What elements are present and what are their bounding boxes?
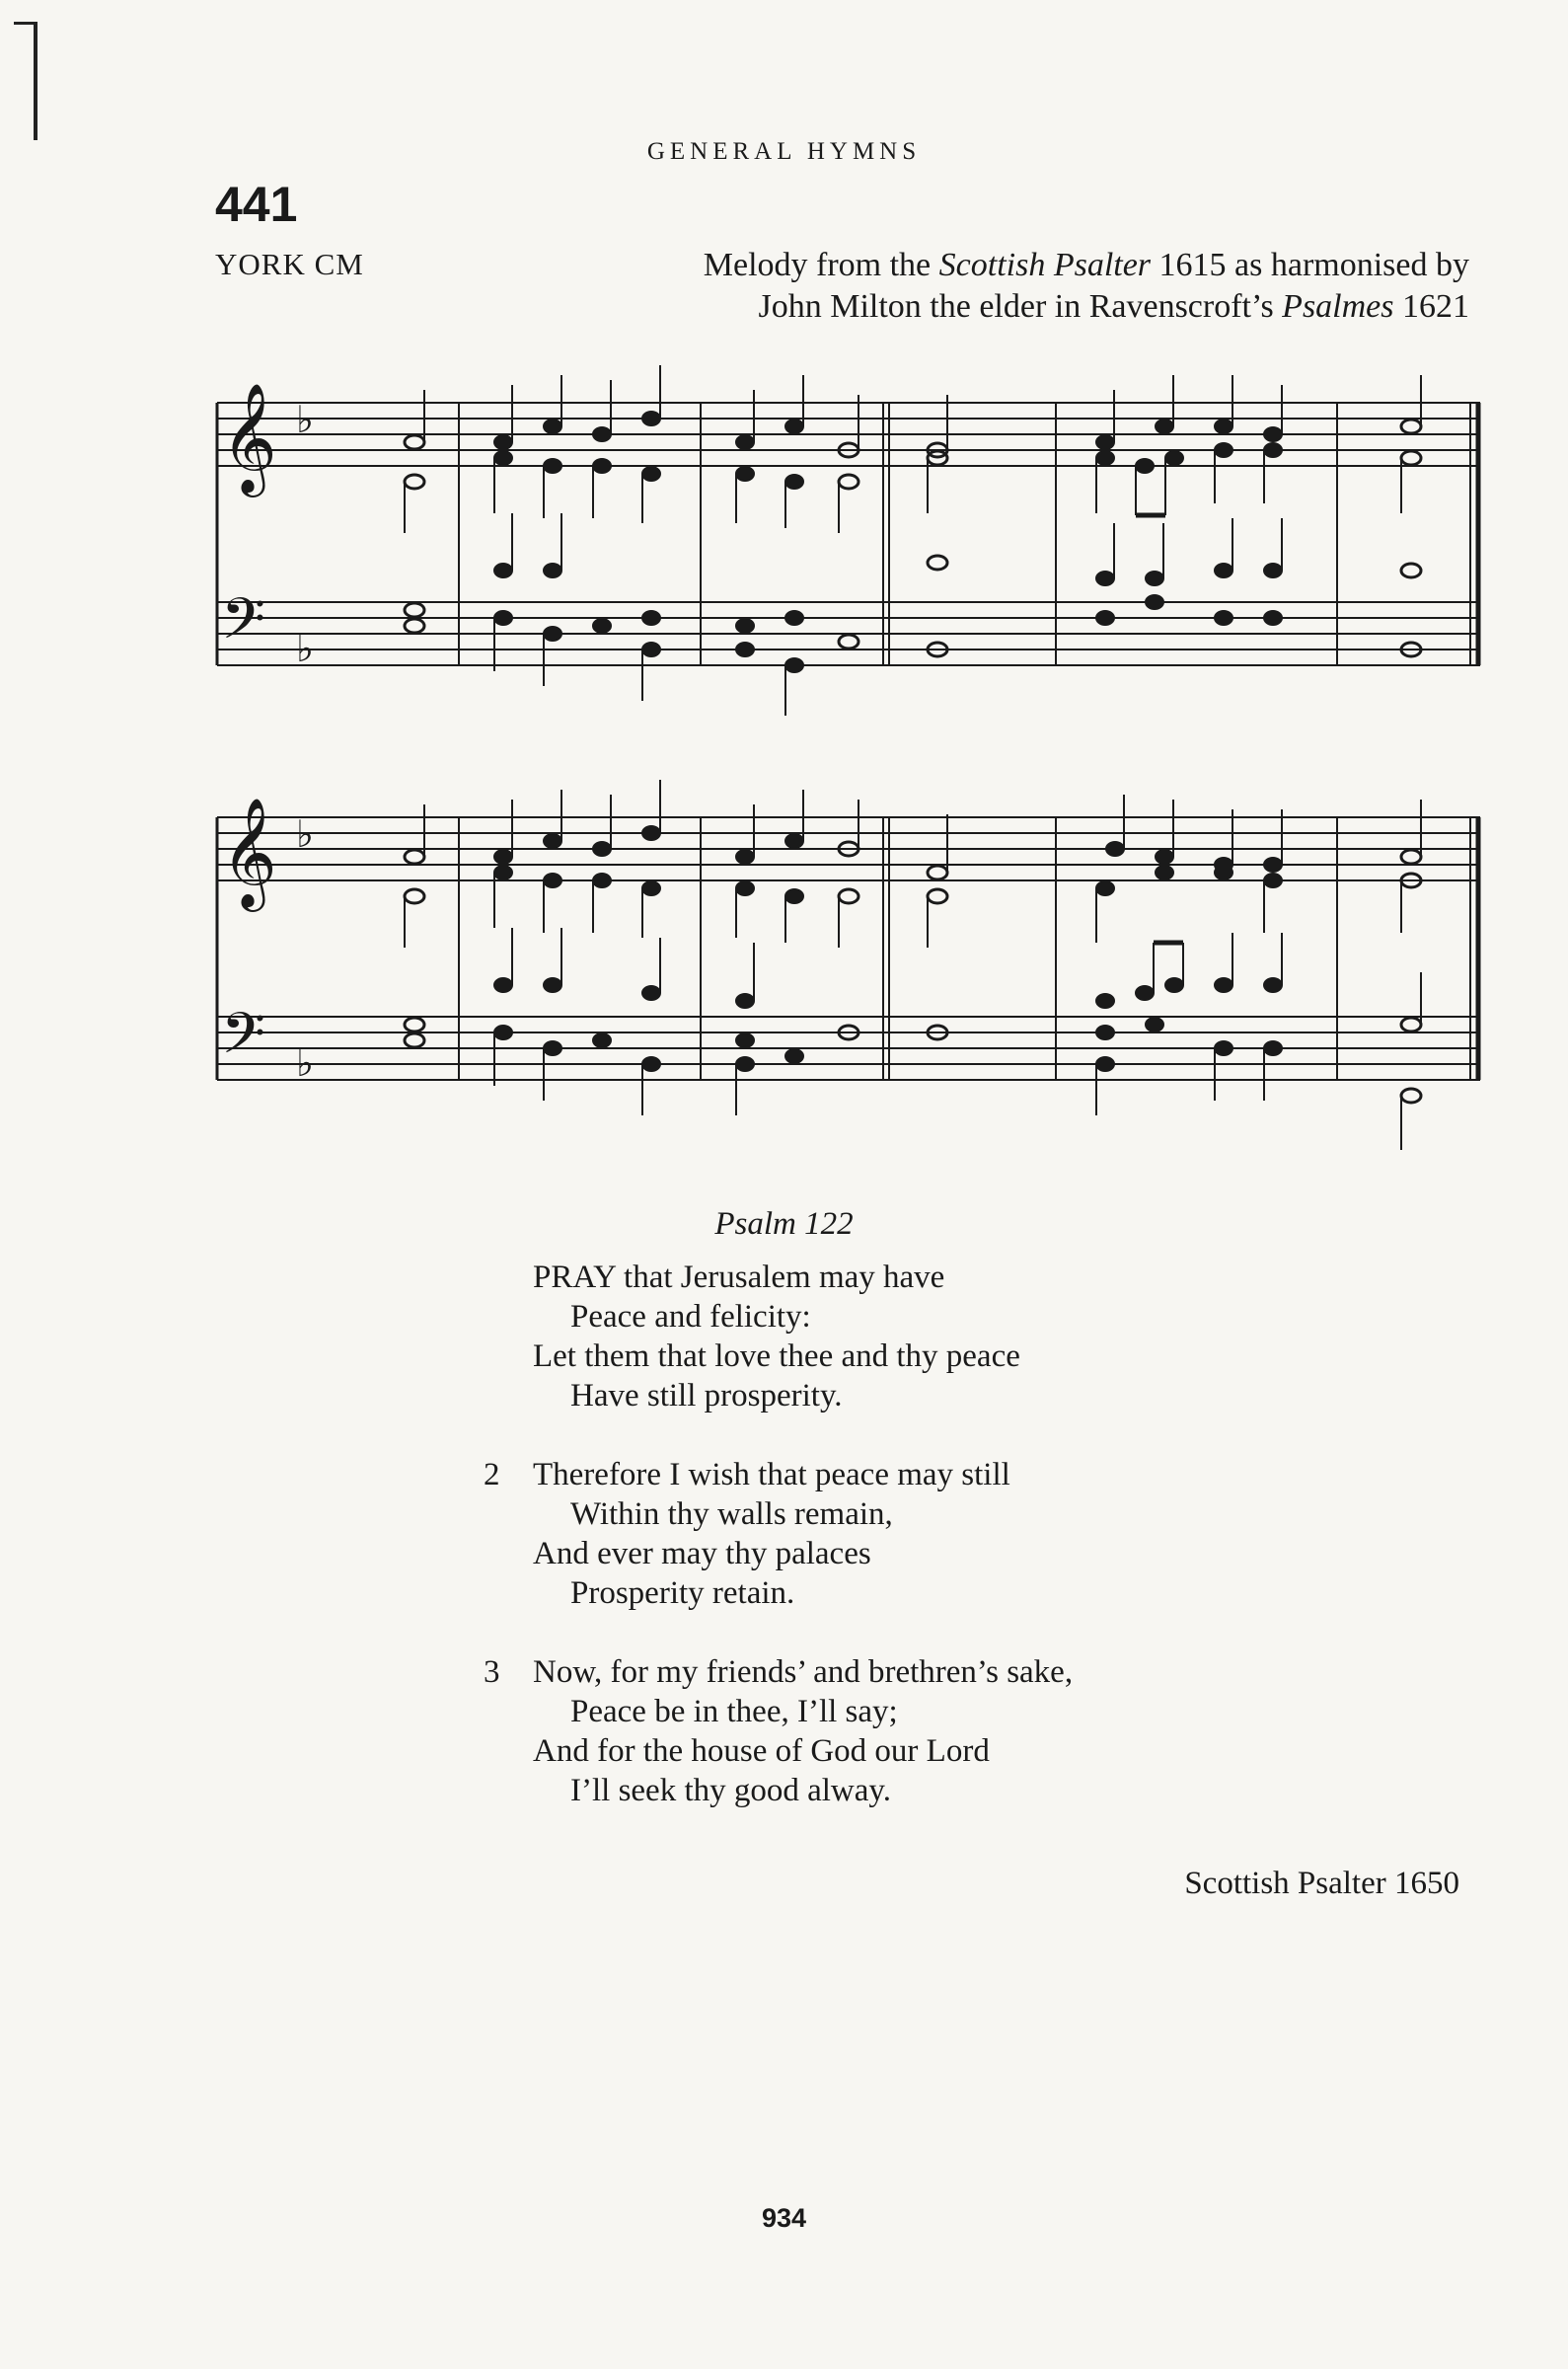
text-source: Scottish Psalter 1650 (1184, 1866, 1459, 1901)
verse-number: 3 (484, 1654, 500, 1690)
verse-line: And for the house of God our Lord (533, 1733, 990, 1769)
verse-line: Therefore I wish that peace may still (533, 1457, 1010, 1492)
svg-text:♭: ♭ (296, 1041, 314, 1085)
music-system-1 (197, 355, 1500, 770)
hymn-number: 441 (215, 177, 298, 232)
verse-line: Have still prosperity. (570, 1378, 843, 1414)
verse-line: I’ll seek thy good alway. (570, 1773, 892, 1808)
verse-2 (484, 1455, 1073, 1613)
verse-number: 2 (484, 1457, 500, 1492)
attribution (704, 245, 1469, 328)
treble-clef-icon: 𝄞 (221, 797, 277, 907)
verse-line: Let them that love thee and thy peace (533, 1338, 1020, 1374)
tune-name: YORK CM (215, 247, 364, 281)
svg-text:♭: ♭ (296, 398, 314, 441)
music-system-2 (197, 770, 1500, 1165)
section-header: GENERAL HYMNS (646, 138, 922, 165)
svg-text:♭: ♭ (296, 812, 314, 856)
bass-clef-icon: 𝄢 (221, 1000, 266, 1081)
verses (484, 1258, 1074, 1850)
treble-clef-icon: 𝄞 (221, 382, 277, 493)
page-number: 934 (761, 2203, 807, 2233)
verse-line: Now, for my friends’ and brethren’s sake, (533, 1654, 1074, 1690)
bass-clef-icon: 𝄢 (221, 585, 266, 666)
verse-line: Prosperity retain. (570, 1575, 795, 1611)
verse-line: Peace and felicity: (570, 1299, 811, 1335)
attribution-line-2: John Milton the elder in Ravenscroft’s Psalmes 1621 (758, 288, 1469, 325)
verse-line: And ever may thy palaces (533, 1536, 871, 1571)
verse-line: Peace be in thee, I’ll say; (570, 1694, 898, 1729)
svg-text:♭: ♭ (296, 627, 314, 670)
psalm-title: Psalm 122 (714, 1206, 854, 1242)
binding-edge (34, 22, 37, 140)
attribution-line-1: Melody from the Scottish Psalter 1615 as harmonised by (703, 247, 1469, 283)
verse-line: PRAY that Jerusalem may have (533, 1260, 945, 1295)
verse-1 (533, 1258, 1073, 1415)
verse-line: Within thy walls remain, (570, 1496, 893, 1532)
verse-3 (484, 1652, 1074, 1810)
